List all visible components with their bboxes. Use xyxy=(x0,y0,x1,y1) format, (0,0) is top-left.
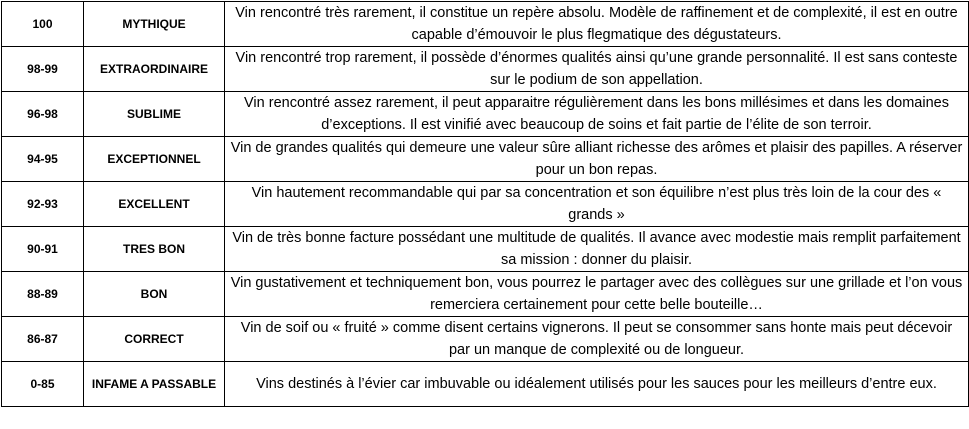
table-row xyxy=(2,362,969,407)
score-cell: 90-91 xyxy=(2,227,84,272)
score-cell: 92-93 xyxy=(2,182,84,227)
description-cell: Vin de très bonne facture possédant une multitude de qualités. Il avance avec modestie mais remplit parfaitement sa mission : donner du plaisir. xyxy=(225,227,969,272)
table-row xyxy=(2,92,969,137)
description-cell: Vin gustativement et techniquement bon, vous pourrez le partager avec des collègues sur une grillade et l’on vous remerciera certainement pour cette belle bouteille… xyxy=(225,272,969,317)
description-cell: Vins destinés à l’évier car imbuvable ou idéalement utilisés pour les sauces pour les meilleurs d’entre eux. xyxy=(225,362,969,407)
rating-label-cell: INFAME A PASSABLE xyxy=(84,362,225,407)
table-row xyxy=(2,2,969,47)
table-row xyxy=(2,227,969,272)
score-cell: 98-99 xyxy=(2,47,84,92)
score-cell: 94-95 xyxy=(2,137,84,182)
rating-label-cell: BON xyxy=(84,272,225,317)
description-cell: Vin rencontré assez rarement, il peut apparaitre régulièrement dans les bons millésimes et dans les domaines d’exceptions. Il est vinifié avec beaucoup de soins et fait partie de l’élite de son terroir. xyxy=(225,92,969,137)
rating-label-cell: SUBLIME xyxy=(84,92,225,137)
score-cell: 0-85 xyxy=(2,362,84,407)
description-cell: Vin rencontré très rarement, il constitue un repère absolu. Modèle de raffinement et de complexité, il est en outre capable d’émouvoir le plus flegmatique des dégustateurs. xyxy=(225,2,969,47)
rating-label-cell: CORRECT xyxy=(84,317,225,362)
rating-label-cell: MYTHIQUE xyxy=(84,2,225,47)
table-row xyxy=(2,317,969,362)
score-cell: 86-87 xyxy=(2,317,84,362)
wine-rating-table xyxy=(1,1,969,407)
table-row xyxy=(2,47,969,92)
description-cell: Vin de soif ou « fruité » comme disent certains vignerons. Il peut se consommer sans honte mais peut décevoir par un manque de complexité ou de longueur. xyxy=(225,317,969,362)
rating-label-cell: EXTRAORDINAIRE xyxy=(84,47,225,92)
score-cell: 100 xyxy=(2,2,84,47)
score-cell: 88-89 xyxy=(2,272,84,317)
rating-label-cell: TRES BON xyxy=(84,227,225,272)
description-cell: Vin rencontré trop rarement, il possède d’énormes qualités ainsi qu’une grande personnalité. Il est sans conteste sur le podium de son appellation. xyxy=(225,47,969,92)
score-cell: 96-98 xyxy=(2,92,84,137)
rating-label-cell: EXCEPTIONNEL xyxy=(84,137,225,182)
rating-label-cell: EXCELLENT xyxy=(84,182,225,227)
table-row xyxy=(2,272,969,317)
table-row xyxy=(2,182,969,227)
description-cell: Vin de grandes qualités qui demeure une valeur sûre alliant richesse des arômes et plaisir des papilles. A réserver pour un bon repas. xyxy=(225,137,969,182)
description-cell: Vin hautement recommandable qui par sa concentration et son équilibre n’est plus très loin de la cour des « grands » xyxy=(225,182,969,227)
table-row xyxy=(2,137,969,182)
